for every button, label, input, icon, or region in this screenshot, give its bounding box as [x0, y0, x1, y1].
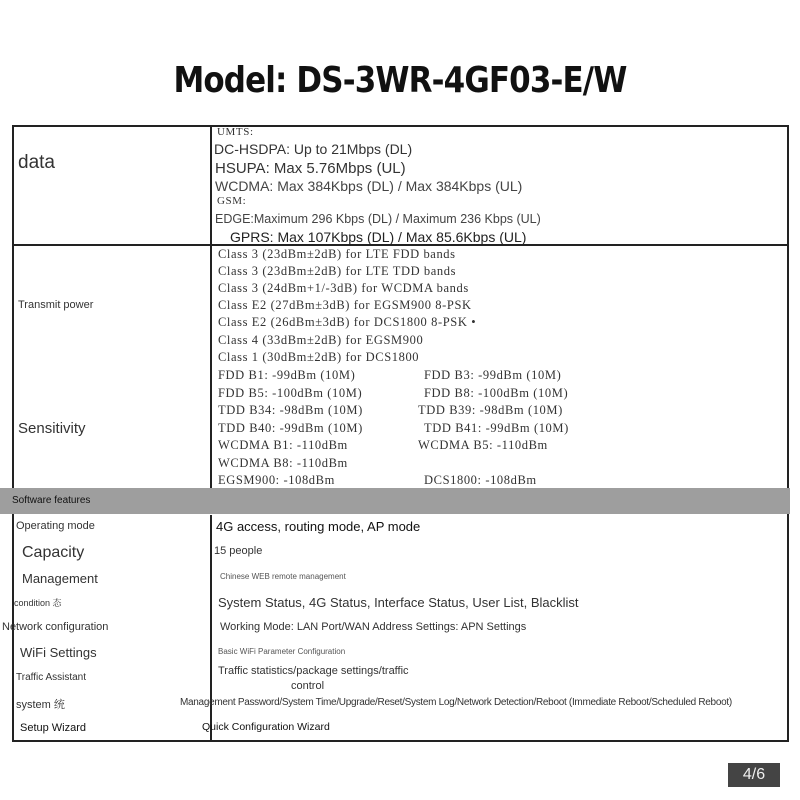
value-network-configuration: Working Mode: LAN Port/WAN Address Settings: APN Settings	[220, 621, 527, 633]
value-traffic-assistant: Traffic statistics/package settings/traffic	[218, 665, 409, 677]
sens-cell: TDD B41: -99dBm (10M)	[424, 421, 569, 435]
tx-line: Class 3 (24dBm+1/-3dB) for WCDMA bands	[218, 281, 469, 295]
value-management: Chinese WEB remote management	[220, 572, 346, 581]
sens-cell: TDD B40: -99dBm (10M)	[218, 421, 363, 435]
tx-line: Class E2 (26dBm±3dB) for DCS1800 8-PSK •	[218, 315, 477, 329]
umts-heading: UMTS:	[217, 126, 254, 138]
sens-cell: TDD B39: -98dBm (10M)	[418, 403, 563, 417]
label-traffic-assistant: Traffic Assistant	[16, 672, 87, 683]
tx-line: Class 3 (23dBm±2dB) for LTE TDD bands	[218, 264, 457, 278]
value-capacity: 15 people	[214, 545, 263, 557]
data-line: GPRS: Max 107Kbps (DL) / Max 85.6Kbps (UL)	[230, 229, 527, 245]
data-line: DC-HSDPA: Up to 21Mbps (DL)	[214, 141, 413, 157]
label-sensitivity: Sensitivity	[18, 420, 86, 437]
page-indicator: 4/6	[728, 763, 780, 787]
sens-cell: FDD B1: -99dBm (10M)	[218, 368, 356, 382]
value-wifi-settings: Basic WiFi Parameter Configuration	[218, 647, 346, 656]
section-header-software	[0, 488, 790, 514]
spec-table	[2, 125, 789, 742]
label-wifi-settings: WiFi Settings	[20, 645, 97, 660]
label-operating-mode: Operating mode	[16, 520, 95, 532]
page-title: Model: DS-3WR-4GF03-E/W	[173, 60, 627, 101]
value-operating-mode: 4G access, routing mode, AP mode	[216, 519, 421, 534]
value-traffic-assistant-cont: control	[291, 680, 325, 692]
label-transmit-power: Transmit power	[18, 299, 94, 311]
value-condition: System Status, 4G Status, Interface Status, User List, Blacklist	[218, 595, 579, 610]
sens-cell: WCDMA B8: -110dBm	[218, 456, 348, 470]
sens-cell: DCS1800: -108dBm	[424, 473, 537, 487]
sens-cell: FDD B3: -99dBm (10M)	[424, 368, 562, 382]
tx-line: Class 1 (30dBm±2dB) for DCS1800	[218, 350, 420, 364]
data-line: WCDMA: Max 384Kbps (DL) / Max 384Kbps (UL)	[215, 178, 523, 194]
sens-cell: WCDMA B5: -110dBm	[418, 438, 548, 452]
sens-cell: FDD B8: -100dBm (10M)	[424, 386, 569, 400]
sens-cell: WCDMA B1: -110dBm	[218, 438, 348, 452]
tx-line: Class 3 (23dBm±2dB) for LTE FDD bands	[218, 247, 456, 261]
data-line: EDGE:Maximum 296 Kbps (DL) / Maximum 236 Kbps (UL)	[215, 212, 541, 226]
section-label: Software features	[12, 495, 91, 506]
label-management: Management	[22, 571, 98, 586]
label-system: system 统	[16, 699, 65, 711]
label-capacity: Capacity	[22, 544, 85, 561]
sens-cell: TDD B34: -98dBm (10M)	[218, 403, 363, 417]
value-setup-wizard: Quick Configuration Wizard	[202, 721, 330, 733]
label-data: data	[18, 152, 55, 173]
data-line: HSUPA: Max 5.76Mbps (UL)	[215, 160, 406, 177]
label-network-configuration: Network configuration	[2, 621, 109, 633]
sens-cell: EGSM900: -108dBm	[218, 473, 335, 487]
tx-line: Class E2 (27dBm±3dB) for EGSM900 8-PSK	[218, 298, 472, 312]
tx-line: Class 4 (33dBm±2dB) for EGSM900	[218, 333, 424, 347]
label-setup-wizard: Setup Wizard	[20, 722, 87, 734]
value-system: Management Password/System Time/Upgrade/Reset/System Log/Network Detection/Reboot (Immediate Reboot/Scheduled Reboot)	[180, 697, 732, 708]
gsm-heading: GSM:	[217, 195, 247, 207]
sens-cell: FDD B5: -100dBm (10M)	[218, 386, 363, 400]
column-divider	[210, 127, 212, 488]
label-condition: condition 态	[14, 598, 62, 608]
